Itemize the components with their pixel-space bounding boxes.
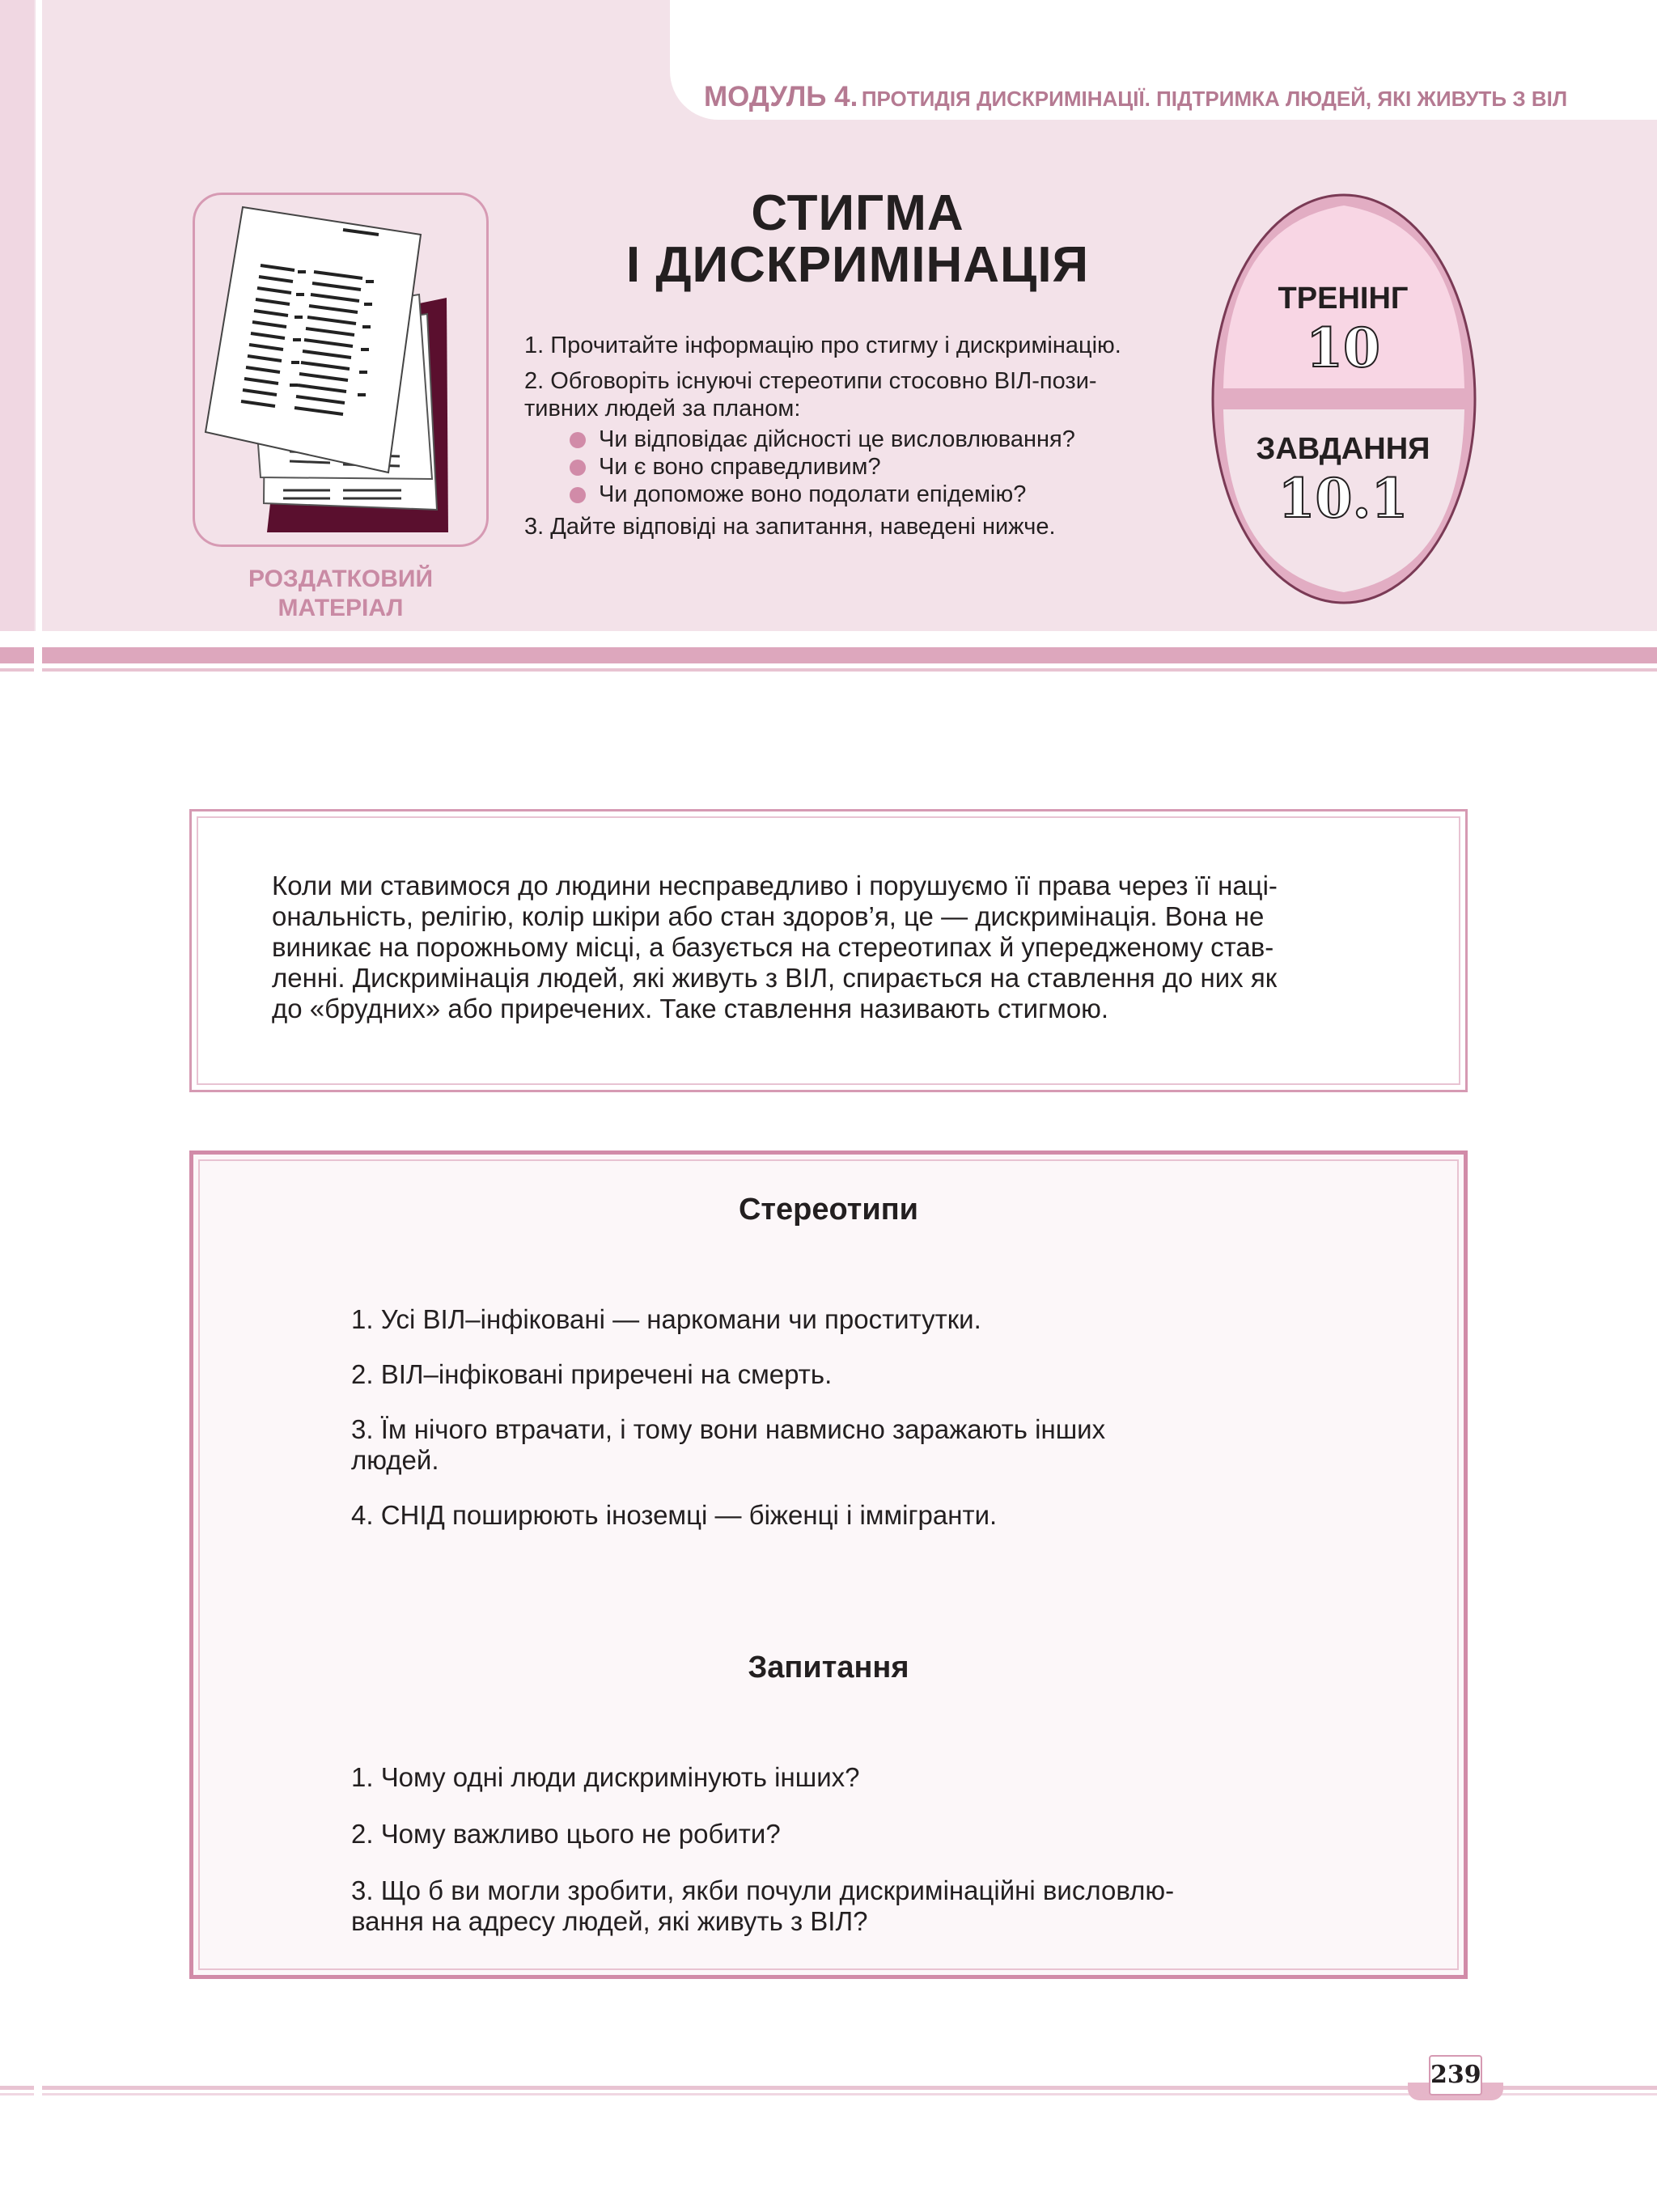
page-title-line2: І ДИСКРИМІНАЦІЯ bbox=[625, 237, 1090, 293]
training-block bbox=[1214, 282, 1473, 379]
bullet-dot-icon bbox=[570, 432, 586, 448]
definition-line: до «брудних» або приречених. Таке ставлення називають стигмою. bbox=[272, 994, 1109, 1023]
handout-label-line1: РОЗДАТКОВИЙ bbox=[248, 566, 434, 592]
stereotype-item-continued: людей. bbox=[351, 1445, 439, 1475]
question-item: 3. Що б ви могли зробити, якби почули дискримінаційні висловлю- bbox=[351, 1875, 1175, 1905]
page-title bbox=[518, 185, 1197, 293]
instruction-step-2 bbox=[524, 367, 1172, 422]
bullet-text: Чи відповідає дійсності це висловлювання? bbox=[599, 426, 1075, 452]
module-label: МОДУЛЬ 4. bbox=[704, 81, 858, 112]
instruction-step-1: 1. Прочитайте інформацію про стигму і дискримінацію. bbox=[524, 333, 1121, 358]
left-margin-strip bbox=[0, 0, 34, 631]
bullet-item bbox=[570, 426, 1172, 453]
stereotypes-questions-box bbox=[189, 1150, 1468, 1979]
definition-line: ленні. Дискримінація людей, які живуть з ВІЛ, спирається на ставлення до них як bbox=[272, 963, 1278, 993]
question-item: 1. Чому одні люди дискримінують інших? bbox=[351, 1762, 860, 1792]
instructions bbox=[524, 332, 1172, 549]
stereotype-item: 1. Усі ВІЛ–інфіковані — наркомани чи проститутки. bbox=[351, 1304, 981, 1334]
handout-label-line2: МАТЕРІАЛ bbox=[278, 595, 404, 621]
task-block bbox=[1214, 432, 1473, 530]
stereotype-item: 4. СНІД поширюють іноземці — біженці і іммігранти. bbox=[351, 1500, 998, 1530]
definition-text bbox=[272, 871, 1388, 1024]
definition-line: ональність, релігію, колір шкіри або стан здоров’я, це — дискримінація. Вона не bbox=[272, 901, 1265, 931]
page-title-line1: СТИГМА bbox=[751, 185, 964, 241]
task-label: ЗАВДАННЯ bbox=[1256, 432, 1430, 466]
handout-label bbox=[193, 565, 489, 623]
question-item: 2. Чому важливо цього не робити? bbox=[351, 1819, 781, 1849]
stereotype-item: 3. Їм нічого втрачати, і тому вони навмисно заражають інших bbox=[351, 1414, 1106, 1444]
divider-gap bbox=[34, 646, 42, 673]
questions-title: Запитання bbox=[748, 1651, 909, 1684]
instruction-bullets bbox=[570, 426, 1172, 508]
stereotype-item: 2. ВІЛ–інфіковані приречені на смерть. bbox=[351, 1359, 833, 1389]
instruction-step-2-line2: тивних людей за планом: bbox=[524, 396, 801, 422]
footer-divider-gap bbox=[34, 2083, 42, 2099]
bullet-dot-icon bbox=[570, 460, 586, 476]
handout-documents-icon bbox=[193, 193, 489, 547]
bullet-item bbox=[570, 481, 1172, 508]
bullet-text: Чи допоможе воно подолати епідемію? bbox=[599, 481, 1027, 507]
instruction-step-3: 3. Дайте відповіді на запитання, наведені нижче. bbox=[524, 514, 1056, 540]
module-heading bbox=[704, 81, 1567, 113]
header-divider-thin bbox=[0, 668, 1657, 672]
bullet-item bbox=[570, 453, 1172, 481]
training-label: ТРЕНІНГ bbox=[1278, 282, 1409, 316]
module-subtitle: ПРОТИДІЯ ДИСКРИМІНАЦІЇ. ПІДТРИМКА ЛЮДЕЙ, ЯКІ ЖИВУТЬ З ВІЛ bbox=[861, 87, 1568, 111]
question-item-continued: вання на адресу людей, які живуть з ВІЛ? bbox=[351, 1906, 868, 1936]
page-number: 239 bbox=[1429, 2055, 1482, 2095]
training-number: 10 bbox=[1306, 316, 1380, 379]
bullet-dot-icon bbox=[570, 487, 586, 503]
stereotypes-title: Стереотипи bbox=[738, 1193, 919, 1227]
definition-line: Коли ми ставимося до людини несправедливо і порушуємо її права через її наці- bbox=[272, 871, 1278, 900]
bullet-text: Чи є воно справедливим? bbox=[599, 454, 881, 480]
training-badge-oval bbox=[1210, 193, 1477, 605]
instruction-step-2-line1: 2. Обговоріть існуючі стереотипи стосовно ВІЛ-пози- bbox=[524, 368, 1097, 394]
definition-line: виникає на порожньому місці, а базується на стереотипах й упередженому став- bbox=[272, 932, 1274, 962]
task-number: 10.1 bbox=[1278, 467, 1409, 530]
left-margin-gap bbox=[36, 0, 42, 631]
header-divider bbox=[0, 647, 1657, 663]
